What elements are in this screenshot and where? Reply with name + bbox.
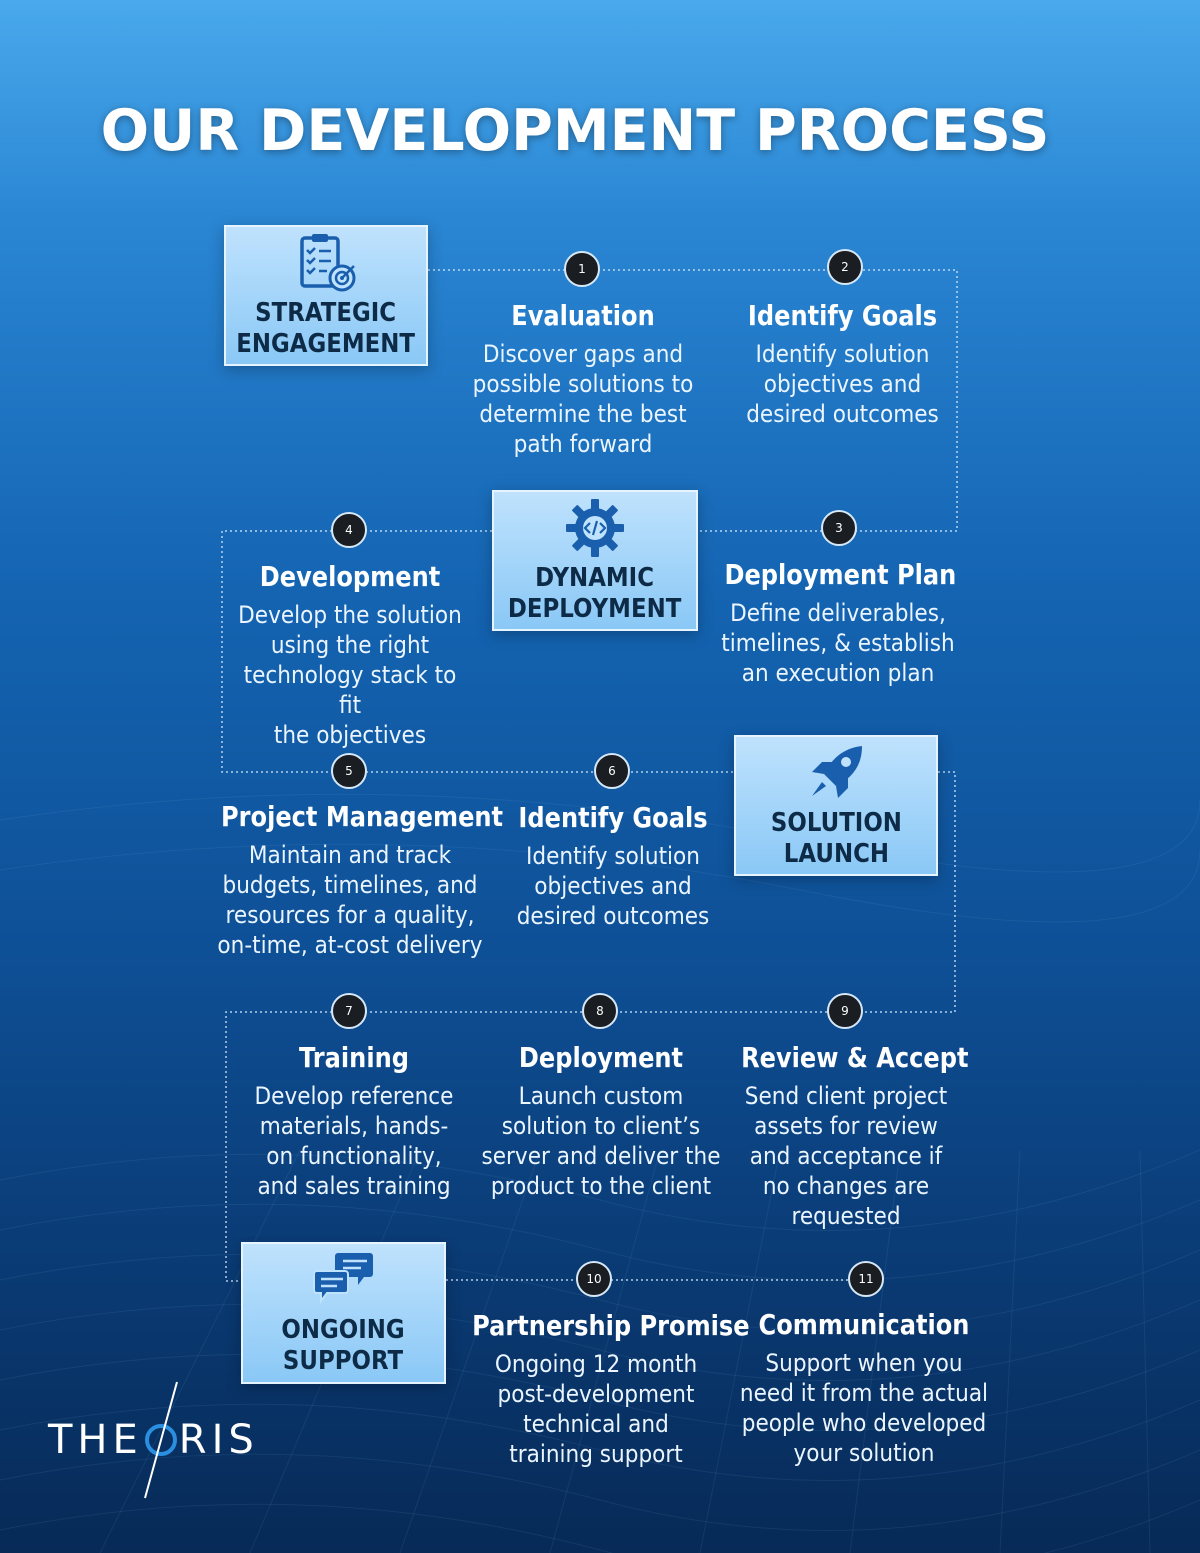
page-title: OUR DEVELOPMENT PROCESS [100,98,1050,164]
phase-ongoing-support [241,1242,446,1384]
phase-dynamic-deployment [492,490,698,631]
step-number-9: 9 [827,993,863,1029]
step-title: Identify Goals [747,299,938,332]
rocket-icon [804,742,868,804]
logo-text-left: THE [48,1417,143,1463]
theoris-logo [48,1400,259,1480]
step-title: Deployment Plan [724,558,957,591]
chat-bubbles-icon [312,1249,376,1311]
step-number-5: 5 [331,753,367,789]
step-deployment-plan [706,558,970,688]
step-development [218,560,482,750]
step-project-management [200,800,504,960]
step-identify-goals [720,299,965,429]
phase-label: STRATEGIC ENGAGEMENT [236,297,416,359]
step-description: Define deliverables, timelines, & establish an execution plan [721,599,955,687]
step-title: Communication [758,1308,970,1341]
phase-label: SOLUTION LAUNCH [770,807,902,869]
step-number-1: 1 [564,251,600,287]
step-title: Partnership Promise [472,1309,750,1342]
step-description: Maintain and track budgets, timelines, and resources for a quality, on-time, at-cost delivery [217,841,483,959]
theoris-logo-icon [143,1420,179,1460]
step-description: Identify solution objectives and desired outcomes [746,340,939,428]
step-review-accept [724,1041,968,1231]
step-description: Support when you need it from the actual people who developed your solution [739,1349,989,1467]
phase-strategic-engagement [224,225,428,366]
clipboard-target-icon [294,232,358,294]
step-number-7: 7 [331,993,367,1029]
step-title: Training [299,1041,409,1074]
step-description: Develop the solution using the right technology stack to fit the objectives [238,601,462,749]
step-number-10: 10 [576,1261,612,1297]
step-description: Discover gaps and possible solutions to determine the best path forward [472,340,694,458]
step-number-8: 8 [582,993,618,1029]
step-number-6: 6 [594,753,630,789]
step-title: Review & Accept [741,1041,969,1074]
step-number-3: 3 [821,510,857,546]
step-title: Project Management [221,800,504,833]
phase-label: DYNAMIC DEPLOYMENT [508,562,682,624]
step-training [234,1041,474,1201]
step-evaluation [452,299,714,459]
logo-text-right: RIS [178,1417,259,1463]
phase-label: ONGOING SUPPORT [281,1315,406,1376]
step-number-2: 2 [827,249,863,285]
step-title: Evaluation [511,299,655,332]
step-title: Deployment [518,1041,684,1074]
step-description: Send client project assets for review and acceptance if no changes are requested [744,1082,948,1230]
step-partnership-promise [452,1309,750,1469]
step-number-4: 4 [331,512,367,548]
step-description: Develop reference materials, hands- on functionality, and sales training [254,1082,454,1200]
step-description: Launch custom solution to client’s server and deliver the product to the client [481,1082,721,1200]
step-title: Development [259,560,441,593]
gear-code-icon [563,497,627,559]
step-deployment [468,1041,734,1201]
step-description: Ongoing 12 month post-development technical and training support [494,1350,698,1468]
phase-solution-launch [734,735,938,876]
step-communication [724,1308,1004,1468]
step-description: Identify solution objectives and desired outcomes [516,842,710,930]
step-identify-goals-2 [494,801,732,931]
step-number-11: 11 [848,1261,884,1297]
step-title: Identify Goals [518,801,708,834]
